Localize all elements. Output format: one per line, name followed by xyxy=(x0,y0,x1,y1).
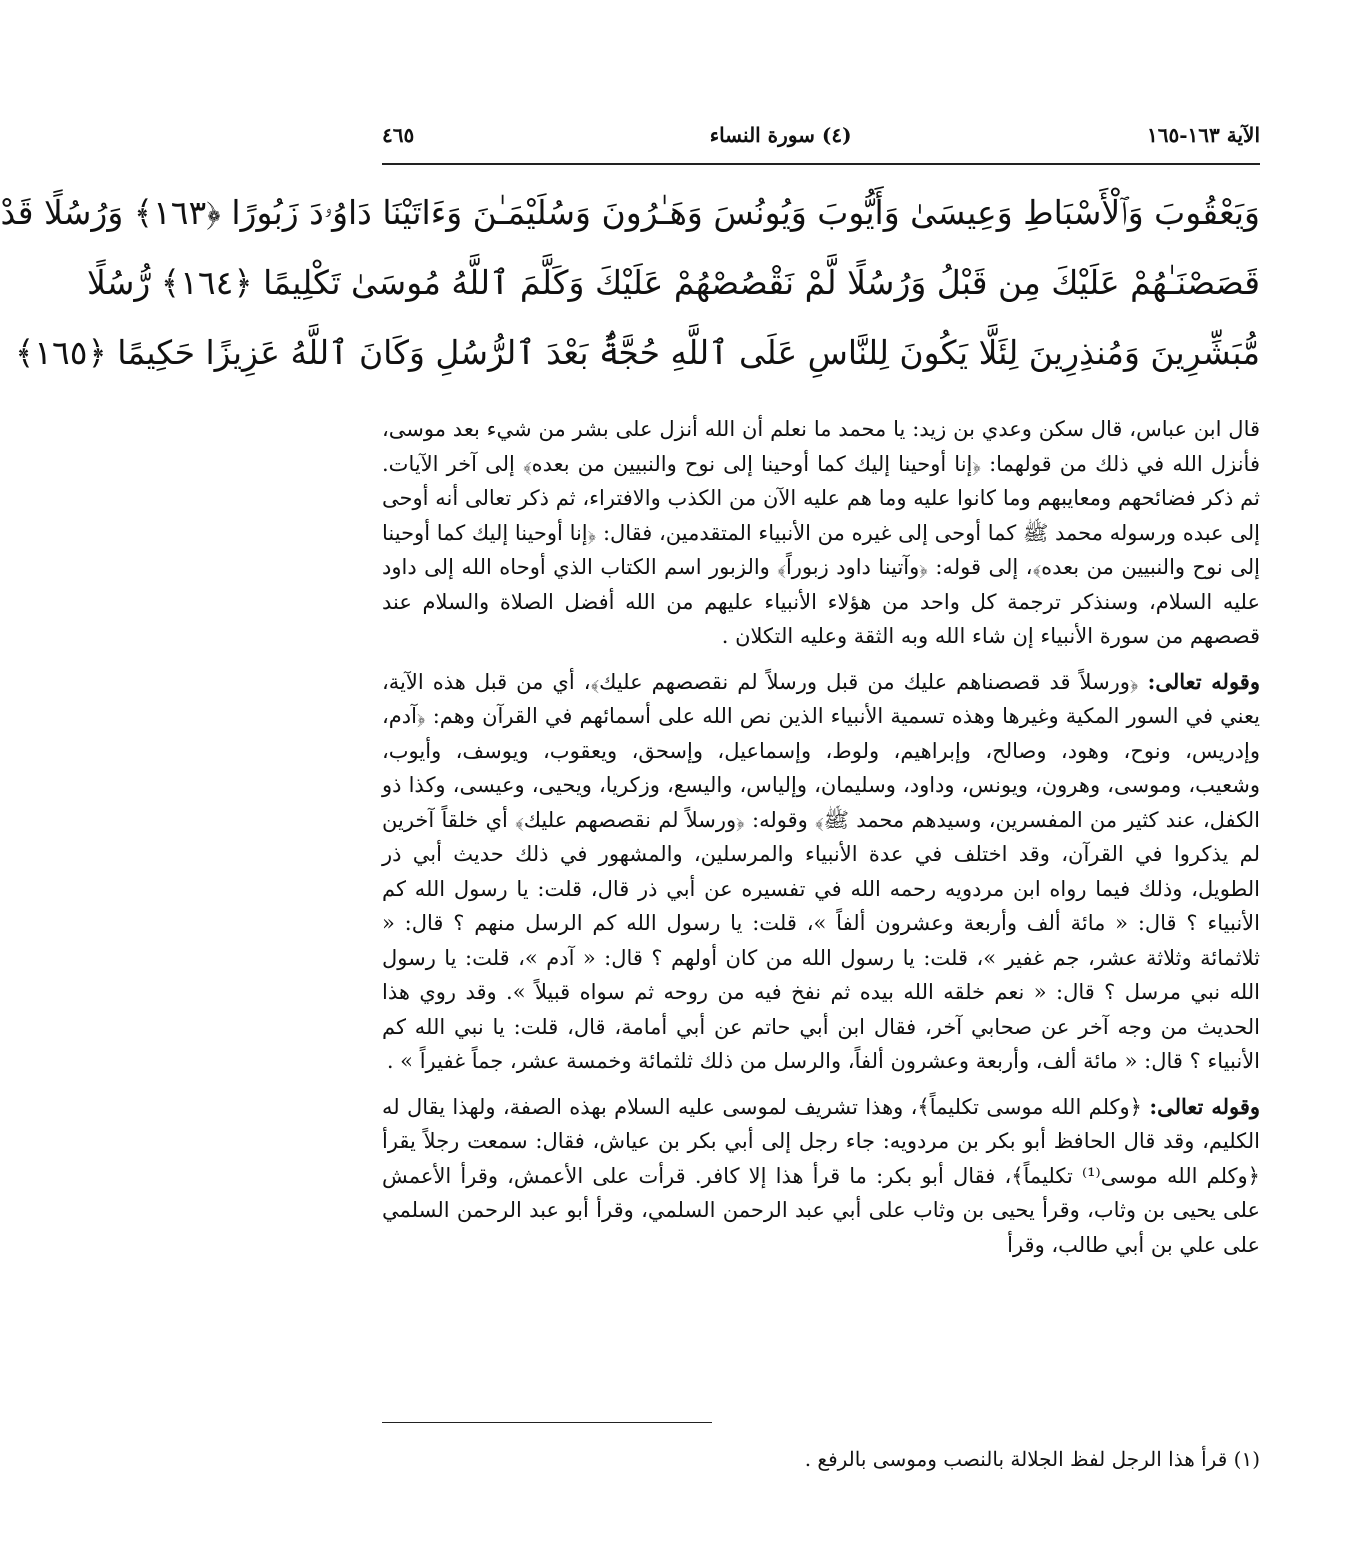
paragraph-2-text: ﴿ورسلاً قد قصصناهم عليك من قبل ورسلاً لم نقصصهم عليك﴾، أي من قبل هذه الآية، يعني في السور المكية وغيرها وهذه تسمية الأنبياء الذين نص الله على أسمائهم في القرآن وهم: ﴿آدم، وإدريس، ونوح، وهود، وصالح، وإبراهيم، ولوط، وإسماعيل، وإسحق، ويعقوب، ويوسف، وأيوب، وشعيب، وموسى، وهرون، ويونس، وداود، وسليمان، وإلياس، واليسع، وزكريا، ويحيى، وعيسى، وكذا ذو الكفل، عند كثير من المفسرين، وسيدهم محمد ﷺ﴾ وقوله: ﴿ورسلاً لم نقصصهم عليك﴾ أي خلقاً آخرين لم يذكروا في القرآن، وقد اختلف في عدة الأنبياء والمرسلين، والمشهور في ذلك حديث أبي ذر الطويل، وذلك فيما رواه ابن مردويه رحمه الله في تفسيره عن أبي ذر قال، قلت: يا رسول الله كم الأنبياء ؟ قال: « مائة ألف وأربعة وعشرون ألفاً »، قلت: يا رسول الله كم الرسل منهم ؟ قال: « ثلاثمائة وثلاثة عشر، جم غفير »، قلت: يا رسول الله من كان أولهم ؟ قال: « آدم »، قلت: يا رسول الله نبي مرسل ؟ قال: « نعم خلقه الله بيده ثم نفخ فيه من روحه ثم سواه قبيلاً ». وقد روي هذا الحديث من وجه آخر عن صحابي آخر، فقال ابن أبي حاتم عن أبي أمامة، قال، قلت: يا نبي الله كم الأنبياء ؟ قال: « مائة ألف، وأربعة وعشرون ألفاً، والرسل من ذلك ثلثمائة وخمسة عشر، جماً غفيراً » . xyxy=(382,669,1260,1073)
paragraph-3-lead: وقوله تعالى: xyxy=(1149,1093,1261,1119)
verse-range: الآية ١٦٣-١٦٥ xyxy=(1147,123,1260,147)
footnote-rule xyxy=(382,1422,712,1423)
header-rule xyxy=(382,163,1260,165)
paragraph-2-lead: وقوله تعالى: xyxy=(1147,668,1260,694)
paragraph-2 xyxy=(382,665,1260,1079)
paragraph-1 xyxy=(382,412,1260,654)
paragraph-3-text: ﴿وكلم الله موسى تكليماً﴾، وهذا تشريف لموسى عليه السلام بهذه الصفة، ولهذا يقال له الكليم، وقد قال الحافظ أبو بكر بن مردويه: جاء رجل إلى أبي بكر بن عياش، فقال: سمعت رجلاً يقرأ ﴿وكلم الله موسى⁽¹⁾ تكليماً﴾، فقال أبو بكر: ما قرأ هذا إلا كافر. قرأت على الأعمش، وقرأ الأعمش على يحيى بن وثاب، وقرأ يحيى بن وثاب على أبي عبد الرحمن السلمي، وقرأ أبو عبد الرحمن السلمي على علي بن أبي طالب، وقرأ xyxy=(382,1094,1260,1257)
footnote: (١) قرأ هذا الرجل لفظ الجلالة بالنصب وموسى بالرفع . xyxy=(804,1447,1260,1471)
quran-line-1: وَيَعْقُوبَ وَٱلْأَسْبَاطِ وَعِيسَىٰ وَأَيُّوبَ وَيُونُسَ وَهَـٰرُونَ وَسُلَيْمَـٰنَ وَءَاتَيْنَا دَاوُۥدَ زَبُورًا ﴿١٦٣﴾ وَرُسُلًا قَدْ xyxy=(0,193,1260,232)
page-header xyxy=(382,118,1260,152)
quran-line-3: مُّبَشِّرِينَ وَمُنذِرِينَ لِئَلَّا يَكُونَ لِلنَّاسِ عَلَى ٱللَّهِ حُجَّةٌۢ بَعْدَ ٱلرُّسُلِ وَكَانَ ٱللَّهُ عَزِيزًا حَكِيمًا ﴿١٦٥﴾ xyxy=(14,333,1260,372)
quran-line-2: قَصَصْنَـٰهُمْ عَلَيْكَ مِن قَبْلُ وَرُسُلًا لَّمْ نَقْصُصْهُمْ عَلَيْكَ وَكَلَّمَ ٱللَّهُ مُوسَىٰ تَكْلِيمًا ﴿١٦٤﴾ رُّسُلًا xyxy=(87,263,1260,302)
quran-verses xyxy=(0,178,1260,388)
surah-title: (٤) سورة النساء xyxy=(709,123,852,147)
commentary-body xyxy=(382,412,1260,1273)
paragraph-1-text: قال ابن عباس، قال سكن وعدي بن زيد: يا محمد ما نعلم أن الله أنزل على بشر من شيء بعد موسى، فأنزل الله في ذلك من قولهما: ﴿إنا أوحينا إليك كما أوحينا إلى نوح والنبيين من بعده﴾ إلى آخر الآيات. ثم ذكر فضائحهم ومعايبهم وما كانوا عليه وما هم عليه الآن من الكذب والافتراء، ثم ذكر تعالى أنه أوحى إلى عبده ورسوله محمد ﷺ كما أوحى إلى غيره من الأنبياء المتقدمين، فقال: ﴿إنا أوحينا إليك كما أوحينا إلى نوح والنبيين من بعده﴾، إلى قوله: ﴿وآتينا داود زبوراً﴾ والزبور اسم الكتاب الذي أوحاه الله إلى داود عليه السلام، وسنذكر ترجمة كل واحد من هؤلاء الأنبياء عليهم من الله أفضل الصلاة والسلام عند قصصهم من سورة الأنبياء إن شاء الله وبه الثقة وعليه التكلان . xyxy=(382,417,1261,648)
page-number: ٤٦٥ xyxy=(382,123,415,147)
paragraph-3 xyxy=(382,1090,1260,1263)
